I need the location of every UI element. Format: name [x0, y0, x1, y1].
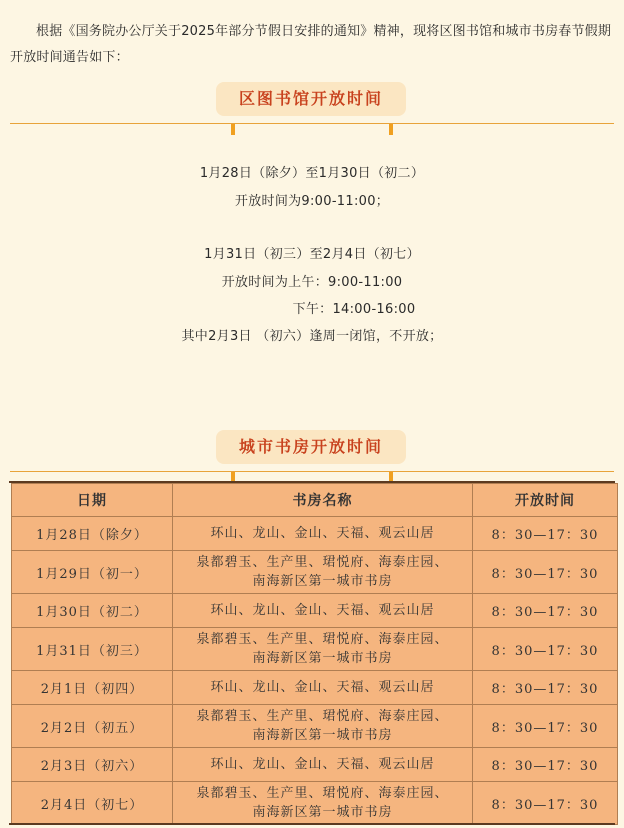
- store-line: 环山、龙山、金山、天福、观云山居: [210, 526, 435, 541]
- row-date: 1月29日（初一）: [12, 551, 173, 594]
- row-stores: [173, 628, 473, 671]
- store-line: 环山、龙山、金山、天福、观云山居: [210, 757, 435, 772]
- row-stores: [173, 705, 473, 748]
- table-row: [12, 594, 618, 628]
- divider-tick-right: [389, 124, 393, 135]
- table-row: [12, 705, 618, 748]
- column-header-date: 日期: [12, 484, 173, 517]
- table-row: [12, 551, 618, 594]
- column-header-store: 书房名称: [173, 484, 473, 517]
- bookroom-divider: [10, 471, 614, 472]
- table-row: [12, 782, 618, 825]
- store-line: 泉都碧玉、生产里、珺悦府、海泰庄园、: [196, 632, 449, 647]
- row-hours: 8：30—17：30: [473, 517, 618, 551]
- row-stores: [173, 594, 473, 628]
- table-bottom-border: [9, 823, 615, 825]
- store-line: 环山、龙山、金山、天福、观云山居: [210, 680, 435, 695]
- period-2-afternoon: 下午：14:00-16:00: [292, 302, 416, 317]
- bookroom-section-title: 城市书房开放时间: [216, 430, 406, 464]
- divider-tick-left: [231, 124, 235, 135]
- library-divider: [10, 123, 614, 124]
- store-line: 泉都碧玉、生产里、珺悦府、海泰庄园、: [196, 709, 449, 724]
- table-row: [12, 671, 618, 705]
- row-hours: 8：30—17：30: [473, 782, 618, 825]
- table-row: [12, 517, 618, 551]
- row-hours: 8：30—17：30: [473, 628, 618, 671]
- table-header-row: [12, 484, 618, 517]
- column-header-hours: 开放时间: [473, 484, 618, 517]
- closure-note: 其中2月3日 （初六）逢周一闭馆，不开放；: [181, 329, 443, 344]
- period-2-dates: 1月31日（初三）至2月4日（初七）: [204, 247, 420, 262]
- period-1-hours: 开放时间为9:00-11:00；: [234, 194, 390, 209]
- row-date: 1月31日（初三）: [12, 628, 173, 671]
- library-section-title: 区图书馆开放时间: [216, 82, 406, 116]
- row-stores: [173, 517, 473, 551]
- row-hours: 8：30—17：30: [473, 705, 618, 748]
- row-date: 1月28日（除夕）: [12, 517, 173, 551]
- store-line: 南海新区第一城市书房: [252, 805, 393, 820]
- row-stores: [173, 551, 473, 594]
- row-hours: 8：30—17：30: [473, 748, 618, 782]
- store-line: 泉都碧玉、生产里、珺悦府、海泰庄园、: [196, 555, 449, 570]
- row-stores: [173, 748, 473, 782]
- bookroom-schedule-table: [11, 483, 618, 825]
- table-row: [12, 748, 618, 782]
- row-stores: [173, 782, 473, 825]
- row-date: 2月4日（初七）: [12, 782, 173, 825]
- store-line: 南海新区第一城市书房: [252, 574, 393, 589]
- row-hours: 8：30—17：30: [473, 671, 618, 705]
- period-1-dates: 1月28日（除夕）至1月30日（初二）: [199, 166, 425, 181]
- row-hours: 8：30—17：30: [473, 551, 618, 594]
- row-date: 2月3日（初六）: [12, 748, 173, 782]
- row-date: 2月2日（初五）: [12, 705, 173, 748]
- table-row: [12, 628, 618, 671]
- store-line: 南海新区第一城市书房: [252, 651, 393, 666]
- row-stores: [173, 671, 473, 705]
- store-line: 南海新区第一城市书房: [252, 728, 393, 743]
- row-date: 2月1日（初四）: [12, 671, 173, 705]
- store-line: 环山、龙山、金山、天福、观云山居: [210, 603, 435, 618]
- row-date: 1月30日（初二）: [12, 594, 173, 628]
- row-hours: 8：30—17：30: [473, 594, 618, 628]
- period-2-morning: 开放时间为上午：9:00-11:00: [221, 275, 403, 290]
- store-line: 泉都碧玉、生产里、珺悦府、海泰庄园、: [196, 786, 449, 801]
- intro-paragraph: 根据《国务院办公厅关于2025年部分节假日安排的通知》精神，现将区图书馆和城市书房春节假期开放时间通告如下：: [10, 24, 612, 65]
